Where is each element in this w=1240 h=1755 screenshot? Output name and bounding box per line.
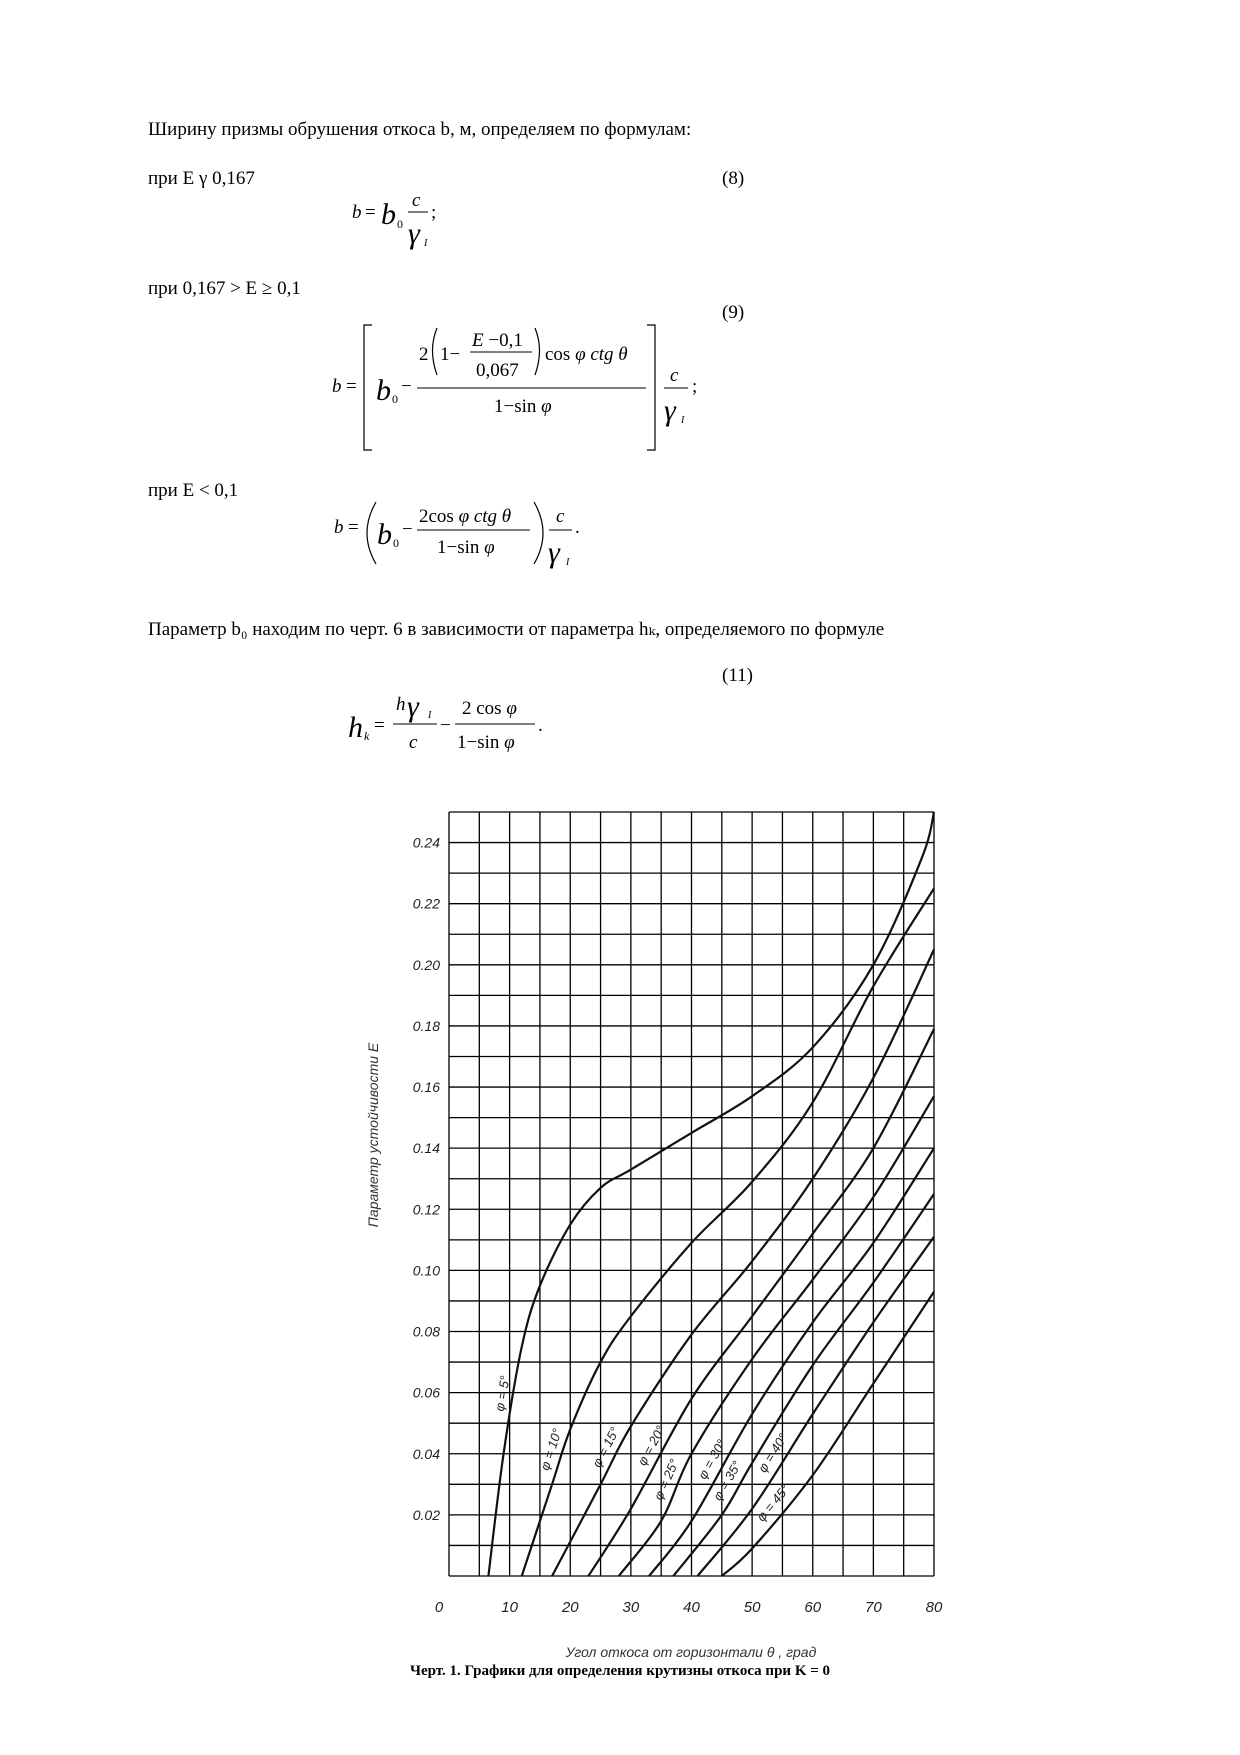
svg-text:E −0,1: E −0,1 (472, 330, 523, 351)
condition-10: при E < 0,1 (148, 480, 239, 501)
y-tick-label: 0.06 (412, 1384, 440, 1401)
svg-text:1−sin φ: 1−sin φ (494, 396, 552, 417)
series-line-5 (619, 1096, 934, 1576)
svg-text:0: 0 (392, 392, 398, 406)
series-label: φ = 20° (634, 1423, 669, 1469)
y-tick-label: 0.18 (412, 1017, 440, 1034)
series-line-8 (698, 1237, 934, 1576)
svg-text:h: h (396, 694, 406, 715)
svg-text:b: b (381, 198, 396, 231)
svg-text:2 cos φ: 2 cos φ (462, 698, 517, 719)
equation-number-9: (9) (722, 302, 745, 323)
svg-text:1−: 1− (440, 344, 461, 365)
svg-text:γ: γ (407, 690, 419, 723)
series-label: φ = 15° (589, 1424, 623, 1470)
y-tick-label: 0.04 (412, 1445, 440, 1462)
series-line-1 (488, 812, 934, 1576)
series-label: φ = 35° (709, 1458, 745, 1503)
series-label: φ = 25° (650, 1456, 682, 1503)
x-tick-label: 80 (925, 1599, 943, 1616)
x-tick-label: 60 (804, 1599, 822, 1616)
y-tick-label: 0.14 (412, 1140, 440, 1157)
svg-text:2: 2 (419, 344, 429, 365)
y-tick-label: 0.16 (412, 1079, 440, 1096)
svg-text:−: − (402, 519, 413, 540)
svg-text:I: I (428, 710, 432, 721)
series-line-4 (588, 1029, 934, 1576)
x-tick-label: 10 (501, 1599, 518, 1616)
series-line-6 (649, 1148, 934, 1576)
svg-text:γ: γ (408, 217, 420, 250)
svg-text:=: = (374, 715, 385, 736)
svg-text:.: . (575, 517, 580, 538)
svg-text:b: b (377, 518, 392, 551)
svg-text:b: b (376, 374, 391, 407)
svg-text:;: ; (431, 202, 437, 223)
condition-9: при 0,167 > E ≥ 0,1 (148, 278, 301, 299)
svg-text:0: 0 (397, 217, 403, 231)
svg-text:k: k (364, 729, 370, 743)
x-tick-label: 0 (434, 1599, 444, 1616)
series-line-9 (722, 1292, 934, 1576)
x-tick-label: 40 (683, 1599, 700, 1616)
svg-text:I: I (681, 415, 685, 426)
x-tick-label: 50 (743, 1599, 761, 1616)
x-axis-label: Угол откоса от горизонтали θ , град (565, 1644, 817, 1660)
svg-text:−: − (440, 715, 451, 736)
svg-text:1−sin φ: 1−sin φ (457, 732, 515, 753)
svg-text:γ: γ (548, 536, 560, 569)
series-label: φ = 30° (694, 1436, 730, 1482)
svg-text:0: 0 (393, 536, 399, 550)
svg-text:c: c (409, 732, 418, 753)
intro-text: Ширину призмы обрушения откоса b, м, определяем по формулам: (148, 119, 692, 140)
svg-text:b: b (332, 376, 342, 397)
y-tick-label: 0.24 (412, 834, 440, 851)
equation-number-8: (8) (722, 168, 745, 189)
y-tick-label: 0.08 (412, 1323, 440, 1340)
y-tick-label: 0.22 (412, 895, 440, 912)
svg-text:h: h (348, 711, 363, 744)
y-tick-label: 0.02 (412, 1506, 440, 1523)
svg-text:γ: γ (664, 394, 676, 427)
svg-text:=: = (346, 376, 357, 397)
figure-caption: Черт. 1. Графики для определения крутизны откоса при K = 0 (409, 1663, 831, 1679)
svg-text:c: c (556, 506, 565, 527)
series-line-2 (522, 888, 934, 1576)
svg-text:b: b (334, 517, 344, 538)
y-tick-label: 0.12 (412, 1201, 440, 1218)
series-line-3 (552, 950, 934, 1576)
svg-text:;: ; (692, 376, 698, 397)
series-label: φ = 5° (491, 1374, 513, 1413)
condition-8: при E γ 0,167 (148, 168, 255, 189)
series-label: φ = 10° (537, 1426, 565, 1473)
svg-text:c: c (670, 365, 679, 386)
svg-text:−: − (401, 376, 412, 397)
svg-text:=: = (365, 202, 376, 223)
x-tick-label: 20 (561, 1599, 579, 1616)
svg-text:0,067: 0,067 (476, 360, 519, 381)
x-tick-label: 30 (622, 1599, 640, 1616)
svg-text:cos φ ctg θ: cos φ ctg θ (545, 344, 628, 365)
svg-text:I: I (566, 557, 570, 568)
svg-text:b: b (352, 202, 362, 223)
series-label: φ = 40° (754, 1430, 791, 1476)
svg-text:I: I (424, 238, 428, 249)
y-tick-label: 0.10 (412, 1262, 440, 1279)
svg-text:2cos φ ctg θ: 2cos φ ctg θ (419, 506, 512, 527)
svg-text:=: = (348, 517, 359, 538)
svg-text:1−sin φ: 1−sin φ (437, 537, 495, 558)
series-line-7 (673, 1194, 934, 1576)
y-tick-label: 0.20 (412, 956, 440, 973)
equation-number-11: (11) (722, 665, 753, 686)
parameter-text: Параметр b₀ находим по черт. 6 в зависимости от параметра hₖ, определяемого по формуле (148, 619, 885, 640)
y-axis-label: Параметр устойчивости E (365, 1042, 381, 1228)
svg-text:c: c (412, 190, 421, 211)
x-tick-label: 70 (865, 1599, 882, 1616)
series-label: φ = 45° (753, 1481, 793, 1525)
svg-text:.: . (538, 715, 543, 736)
